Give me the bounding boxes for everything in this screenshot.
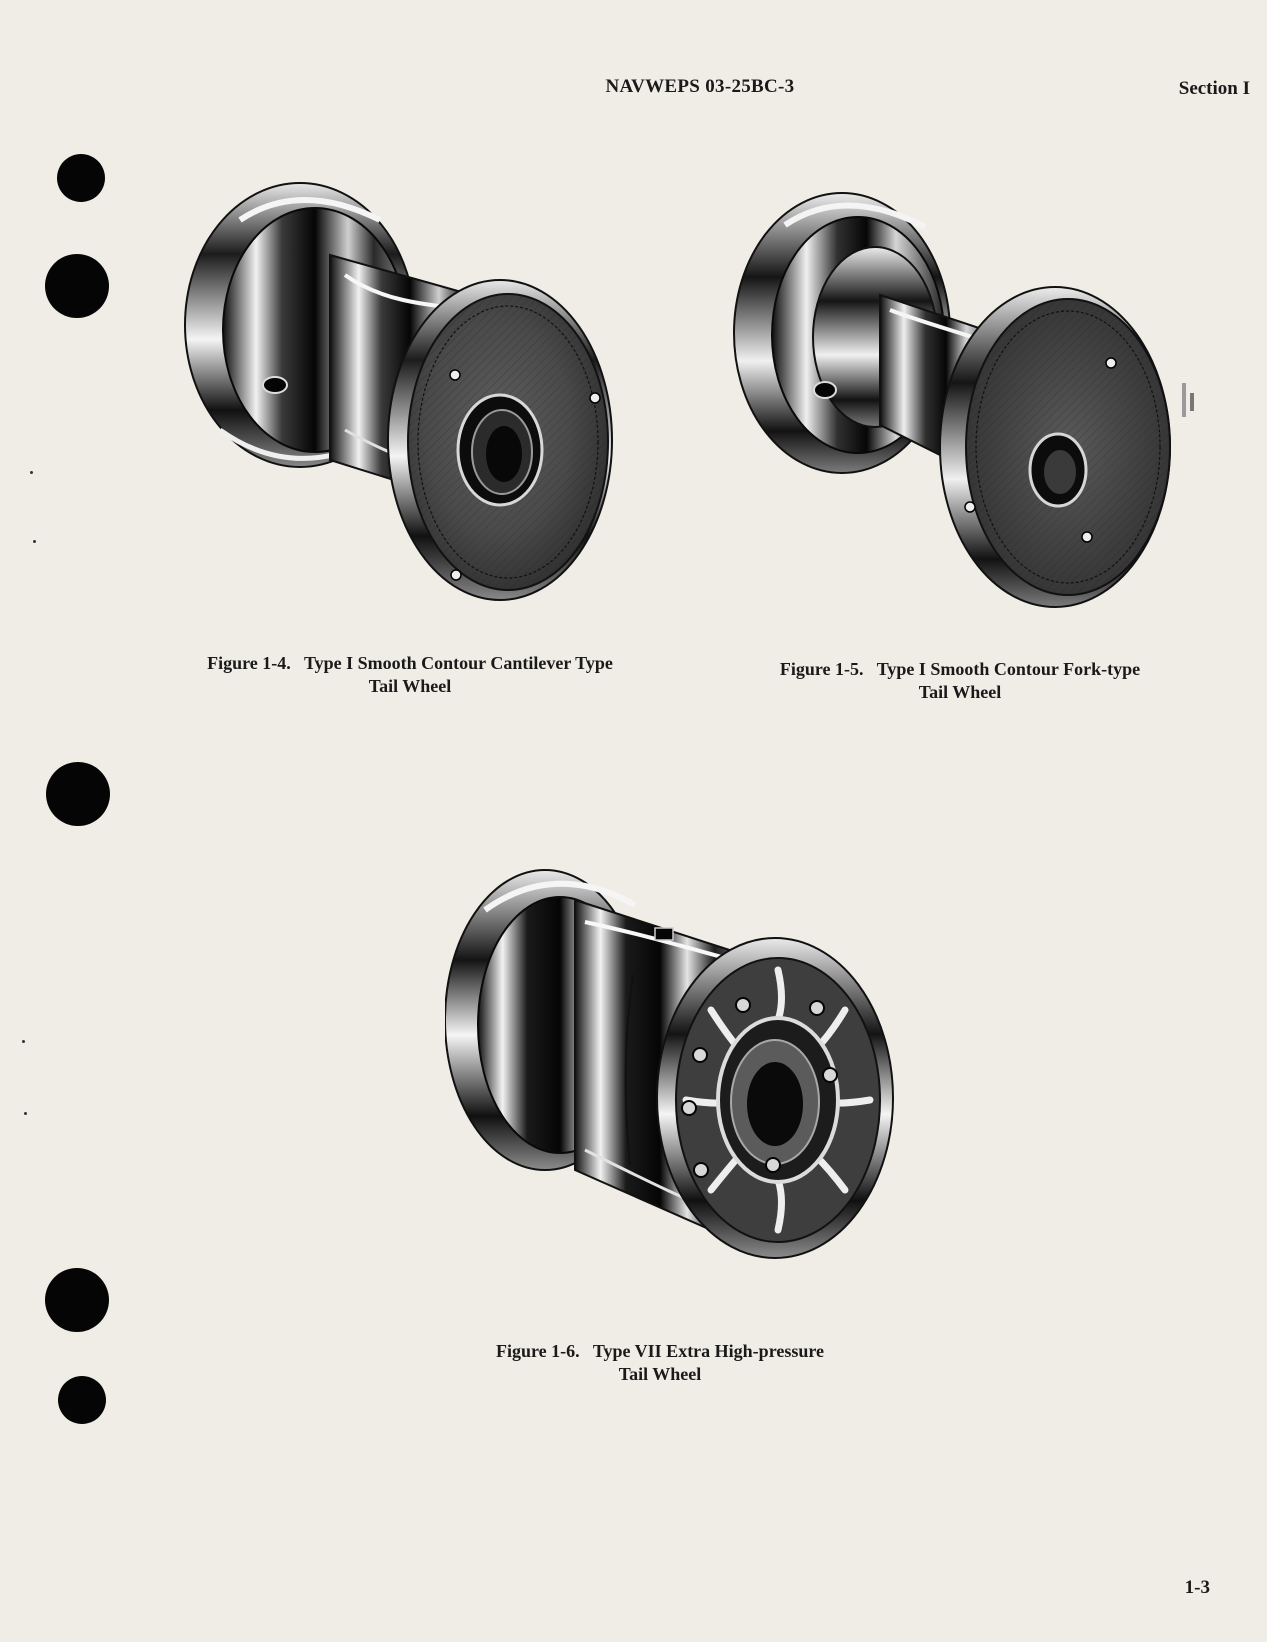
punch-hole-5 [58, 1376, 106, 1424]
figure-label: Figure 1-5. [779, 659, 864, 679]
cantilever-tail-wheel-illustration [180, 180, 650, 630]
figure-label: Figure 1-6. [495, 1341, 580, 1361]
scan-speck [33, 540, 36, 543]
figure-title-line: Tail Wheel [618, 1364, 702, 1384]
figure-1-6-caption [420, 1340, 900, 1386]
punch-hole-3 [46, 762, 110, 826]
figure-title-line: Type I Smooth Contour Cantilever Type [303, 653, 613, 673]
figure-title-line: Type I Smooth Contour Fork-type [876, 659, 1141, 679]
figure-title-line: Tail Wheel [918, 682, 1002, 702]
punch-hole-4 [45, 1268, 109, 1332]
figure-1-5-caption [710, 658, 1210, 704]
section-label: Section I [1178, 78, 1250, 99]
extra-high-pressure-tail-wheel-illustration [445, 850, 915, 1310]
figure-title-line: Tail Wheel [368, 676, 452, 696]
figure-1-4-caption [160, 652, 660, 698]
scan-speck [24, 1112, 27, 1115]
figure-label: Figure 1-4. [207, 653, 291, 673]
punch-hole-1 [57, 154, 105, 202]
scan-speck [30, 471, 33, 474]
page-number: 1-3 [1184, 1577, 1210, 1598]
punch-hole-2 [45, 254, 109, 318]
figure-title-line: Type VII Extra High-pressure [592, 1341, 825, 1361]
scan-speck [22, 1040, 25, 1043]
fork-type-tail-wheel-illustration [730, 185, 1230, 635]
document-number: NAVWEPS 03-25BC-3 [605, 76, 795, 97]
